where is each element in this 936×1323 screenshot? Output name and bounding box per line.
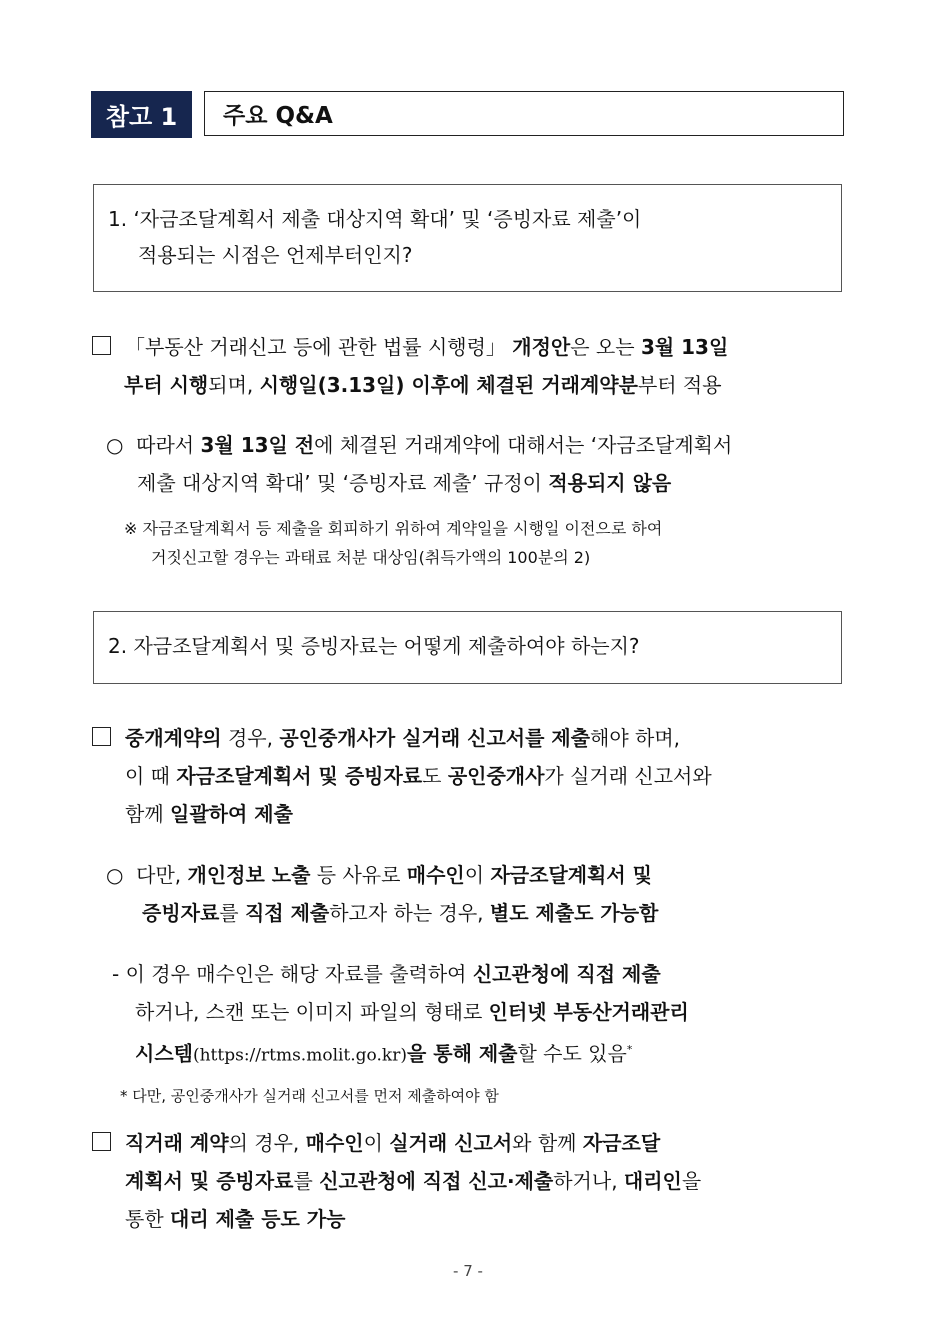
- text-span: 적용되지 않음: [548, 471, 672, 495]
- text-span: 에 체결된 거래계약에 대해서는 ‘자금조달계획서: [314, 433, 733, 457]
- answer-2-para-1-line-2: [125, 757, 712, 795]
- text-span: 별도 제출도 가능함: [489, 901, 659, 925]
- answer-1-para-2-line-2: [137, 464, 671, 502]
- text-span: 신고관청에 직접 신고·제출: [319, 1169, 554, 1193]
- text-span: 자금조달계획서 및: [490, 863, 652, 887]
- text-span: 이: [363, 1131, 383, 1155]
- text-span: 을 통해 제출: [406, 1041, 518, 1066]
- note-line-2: 거짓신고할 경우는 과태료 처분 대상임(취득가액의 100분의 2): [151, 548, 591, 567]
- text-span: 개정안: [512, 335, 571, 359]
- square-bullet-icon: [92, 727, 111, 746]
- text-span: 자금조달: [582, 1131, 661, 1155]
- question-2-line-1: 2. 자금조달계획서 및 증빙자료는 어떻게 제출하여야 하는지?: [108, 634, 640, 658]
- text-span: 3월 13일: [640, 335, 729, 359]
- text-span: 공인중개사: [447, 764, 545, 788]
- text-span: 3월 13일 전: [200, 433, 315, 457]
- text-span: 다만,: [136, 863, 182, 887]
- text-span: 직거래 계약: [125, 1131, 229, 1155]
- page-number: - 7 -: [453, 1262, 483, 1280]
- square-bullet-icon: [92, 336, 111, 355]
- text-span: 등 사유로: [316, 863, 401, 887]
- text-span: 와 함께: [512, 1131, 577, 1155]
- answer-2-para-4-line-3: [125, 1200, 345, 1238]
- note-line-1: ※ 자금조달계획서 등 제출을 회피하기 위하여 계약일을 시행일 이전으로 하여: [124, 519, 663, 538]
- text-span: 할 수도 있음: [517, 1041, 627, 1066]
- footnote-text: * 다만, 공인중개사가 실거래 신고서를 먼저 제출하여야 함: [120, 1087, 499, 1105]
- text-span: 를: [293, 1169, 313, 1193]
- reference-tag: 참고 1: [91, 91, 192, 138]
- text-span: 해야 하며,: [590, 726, 681, 750]
- text-span: 부터 적용: [637, 373, 722, 397]
- text-span: 대리 제출 등도 가능: [170, 1207, 346, 1231]
- text-span: 실거래 신고서: [389, 1131, 513, 1155]
- text-span: 을: [681, 1169, 702, 1193]
- text-span: 직접 제출: [244, 901, 330, 925]
- text-span: 하거나, 스캔 또는 이미지 파일의 형태로: [135, 1000, 483, 1024]
- text-span: 되며,: [208, 373, 254, 397]
- answer-2-para-2-line-1: [106, 856, 652, 894]
- text-span: 신고관청에 직접 제출: [472, 962, 661, 986]
- question-1-line-2: 적용되는 시점은 언제부터인지?: [138, 243, 413, 267]
- text-span: 를: [219, 901, 239, 925]
- text-span: 함께: [125, 802, 164, 826]
- text-span: 매수인: [406, 863, 465, 887]
- square-bullet-icon: [92, 1132, 111, 1151]
- text-span: 시행일(3.13일) 이후에 체결된 거래계약분: [259, 373, 638, 397]
- answer-2-para-1-line-1: [92, 719, 680, 757]
- text-span: 가 실거래 신고서와: [544, 764, 712, 788]
- text-span: 「부동산 거래신고 등에 관한 법률 시행령」: [125, 335, 506, 359]
- text-span: 의 경우,: [228, 1131, 300, 1155]
- text-span: 계획서 및 증빙자료: [125, 1169, 294, 1193]
- answer-2-para-3-line-3: [135, 1031, 632, 1075]
- question-1-line-1: 1. ‘자금조달계획서 제출 대상지역 확대’ 및 ‘증빙자료 제출’이: [108, 207, 642, 231]
- text-span: 인터넷 부동산거래관리: [488, 1000, 689, 1024]
- text-span: - 이 경우 매수인은 해당 자료를 출력하여: [112, 962, 467, 986]
- text-span: 통한: [125, 1207, 164, 1231]
- page-title: 주요 Q&A: [204, 91, 844, 136]
- text-span: 일괄하여 제출: [170, 802, 293, 826]
- text-span: 하고자 하는 경우,: [329, 901, 484, 925]
- text-span: 증빙자료: [142, 901, 220, 925]
- answer-2-para-4-line-2: [125, 1162, 701, 1200]
- text-span: 따라서: [136, 433, 195, 457]
- text-span: 자금조달계획서 및 증빙자료: [176, 764, 423, 788]
- text-span: 매수인: [305, 1131, 364, 1155]
- text-span: 제출 대상지역 확대’ 및 ‘증빙자료 제출’ 규정이: [137, 471, 542, 495]
- text-span: 시스템: [135, 1041, 193, 1066]
- answer-1-para-1-line-1: [92, 328, 728, 366]
- text-span: 부터 시행: [124, 373, 209, 397]
- answer-2-para-4-line-1: [92, 1124, 660, 1162]
- text-span: 이 때: [125, 764, 170, 788]
- text-span: 개인정보 노출: [187, 863, 311, 887]
- question-box-2: [93, 611, 842, 684]
- text-span: 공인중개사가 실거래 신고서를 제출: [279, 726, 591, 750]
- text-span: 이: [464, 863, 485, 887]
- text-span: 하거나,: [553, 1169, 618, 1193]
- text-span: 도: [422, 764, 442, 788]
- question-box-1: [93, 184, 842, 292]
- circle-bullet-icon: ○: [106, 863, 124, 887]
- answer-2-para-2-line-2: [142, 894, 658, 932]
- text-span: 은 오는: [570, 335, 635, 359]
- footnote-marker: *: [626, 1043, 633, 1056]
- text-span: 중개계약의: [125, 726, 222, 750]
- answer-1-para-1-line-2: [124, 366, 722, 404]
- answer-2-para-3-line-1: [112, 955, 661, 993]
- answer-1-para-2-line-1: [106, 426, 732, 464]
- answer-2-para-1-line-3: [125, 795, 293, 833]
- website-url-text: (https://rtms.molit.go.kr): [192, 1045, 407, 1066]
- text-span: 대리인: [623, 1169, 682, 1193]
- circle-bullet-icon: ○: [106, 433, 124, 457]
- answer-2-para-3-line-2: [135, 993, 689, 1031]
- text-span: 경우,: [227, 726, 273, 750]
